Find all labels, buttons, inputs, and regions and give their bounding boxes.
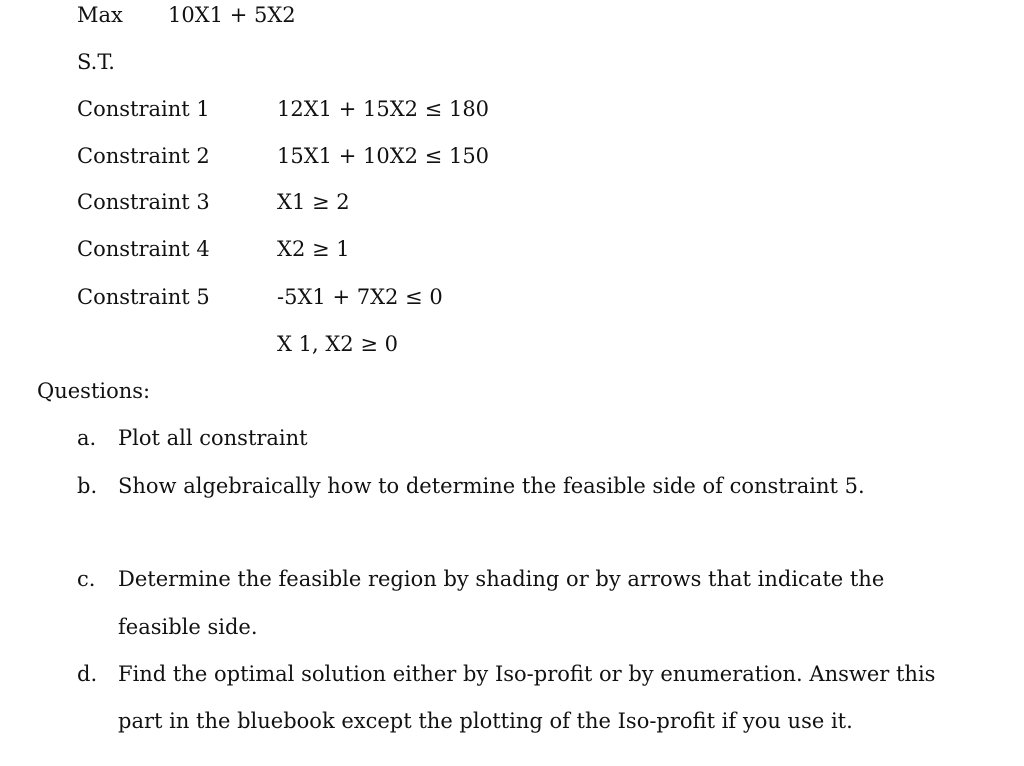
questions-heading: Questions:: [37, 379, 151, 403]
question-b-text: Show algebraically how to determine the feasible side of constraint 5.: [118, 474, 865, 498]
question-d-letter: d.: [77, 662, 98, 686]
question-a-letter: a.: [77, 426, 97, 450]
constraint-2-label: Constraint 2: [77, 144, 210, 168]
question-c-letter: c.: [77, 567, 96, 591]
nonnegativity-constraint: X 1, X2 ≥ 0: [277, 332, 398, 356]
question-c-text-line-2: feasible side.: [118, 615, 258, 639]
question-b-letter: b.: [77, 474, 98, 498]
subject-to-label: S.T.: [77, 50, 115, 74]
objective-expression: 10X1 + 5X2: [168, 3, 296, 27]
objective-label: Max: [77, 3, 123, 27]
question-d-text-line-2: part in the bluebook except the plotting of the Iso-profit if you use it.: [118, 709, 853, 733]
constraint-3-expression: X1 ≥ 2: [277, 190, 350, 214]
constraint-1-label: Constraint 1: [77, 97, 210, 121]
constraint-5-expression: -5X1 + 7X2 ≤ 0: [277, 285, 443, 309]
question-c-text-line-1: Determine the feasible region by shading or by arrows that indicate the: [118, 567, 885, 591]
question-d-text-line-1: Find the optimal solution either by Iso-profit or by enumeration. Answer this: [118, 662, 936, 686]
constraint-2-expression: 15X1 + 10X2 ≤ 150: [277, 144, 490, 168]
question-a-text: Plot all constraint: [118, 426, 308, 450]
constraint-3-label: Constraint 3: [77, 190, 210, 214]
constraint-4-expression: X2 ≥ 1: [277, 237, 350, 261]
constraint-5-label: Constraint 5: [77, 285, 210, 309]
constraint-1-expression: 12X1 + 15X2 ≤ 180: [277, 97, 490, 121]
constraint-4-label: Constraint 4: [77, 237, 210, 261]
